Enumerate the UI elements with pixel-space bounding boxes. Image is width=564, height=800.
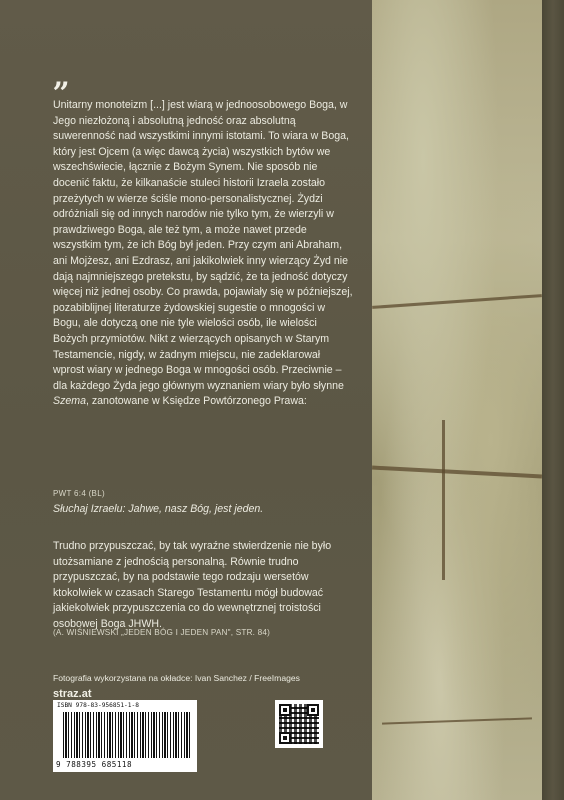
stone-crack xyxy=(382,717,532,724)
source-citation: (A. WIŚNIEWSKI „JEDEN BÓG I JEDEN PAN", STR. 84) xyxy=(53,628,271,637)
book-spine-edge xyxy=(542,0,564,800)
barcode-bars xyxy=(63,712,191,758)
barcode-digits: 9 788395 685118 xyxy=(56,760,133,769)
verse-text: Słuchaj Izraelu: Jahwe, nasz Bóg, jest jeden. xyxy=(53,503,264,515)
photo-credit: Fotografia wykorzystana na okładce: Ivan Sanchez / FreeImages xyxy=(53,673,300,683)
qr-finder-bottom-left xyxy=(279,732,291,744)
quote-text: Unitarny monoteizm [...] jest wiarą w jednoosobowego Boga, w Jego niezłożoną i absolutną jedność oraz absolutną suwerenność nad wszystkimi innymi istotami. To wiara w Boga, który jest Ojcem (a więc dawcą życia) wszystkich bytów we wszechświecie, łącznie z Bożym Synem. Nie sposób nie docenić faktu, że kilkanaście stuleci historii Izraela zostało przeżytych w wierze ściśle mono-personalistycznej. Żydzi odróżniali się od innych narodów nie tylko tym, że wierzyli w prawdziwego Boga, ale też tym, a może nawet przede wszystkim tym, że ich Bóg był jeden. Przy czym ani Abraham, ani Mojżesz, ani Ezdrasz, ani jakikolwiek inny wierzący Żyd nie dają najmniejszego pretekstu, by sądzić, że ta jedność dotyczy więcej niż jednej osoby. Co prawda, pojawiały się w późniejszej, pozabiblijnej literaturze żydowskiej sugestie o mnogości w Bogu, ale dotyczą one nie tyle wielości osób, ile wielości Bożych przymiotów. Nikt z wierzących opisanych w Starym Testamencie, nigdy, w żadnym miejscu, nie zadeklarował wprost wiary w jednego Boga w mnogości osób. Przeciwnie – dla każdego Żyda jego głównym wyznaniem wiary było słynne xyxy=(53,99,353,392)
publisher-website: straz.at xyxy=(53,688,92,700)
quote-text-end: , zanotowane w Księdze Powtórzonego Prawa: xyxy=(85,395,307,408)
stone-crack xyxy=(372,294,542,309)
second-paragraph: Trudno przypuszczać, by tak wyraźne stwierdzenie nie było utożsamiane z jednością personalną. Równie trudno przypuszczać, by na podstawie tego rodzaju wersetów ktokolwiek w czasach Starego Testamentu mógł budować jakiekolwiek przypuszczenia co do wewnętrznej troistości osobowej Boga JHWH. xyxy=(53,540,332,630)
stone-photo xyxy=(372,0,542,800)
isbn-label: ISBN 978-83-956851-1-8 xyxy=(57,702,139,709)
stone-crack xyxy=(442,420,445,580)
quote-mark-icon: „ xyxy=(53,59,71,94)
verse-reference: PWT 6:4 (BL) xyxy=(53,489,105,498)
qr-finder-top-right xyxy=(307,704,319,716)
qr-finder-top-left xyxy=(279,704,291,716)
qr-code xyxy=(275,700,323,748)
stone-crack xyxy=(372,466,542,479)
isbn-barcode xyxy=(53,700,197,772)
szema-word: Szema xyxy=(53,395,86,408)
main-quote-paragraph xyxy=(53,98,353,410)
